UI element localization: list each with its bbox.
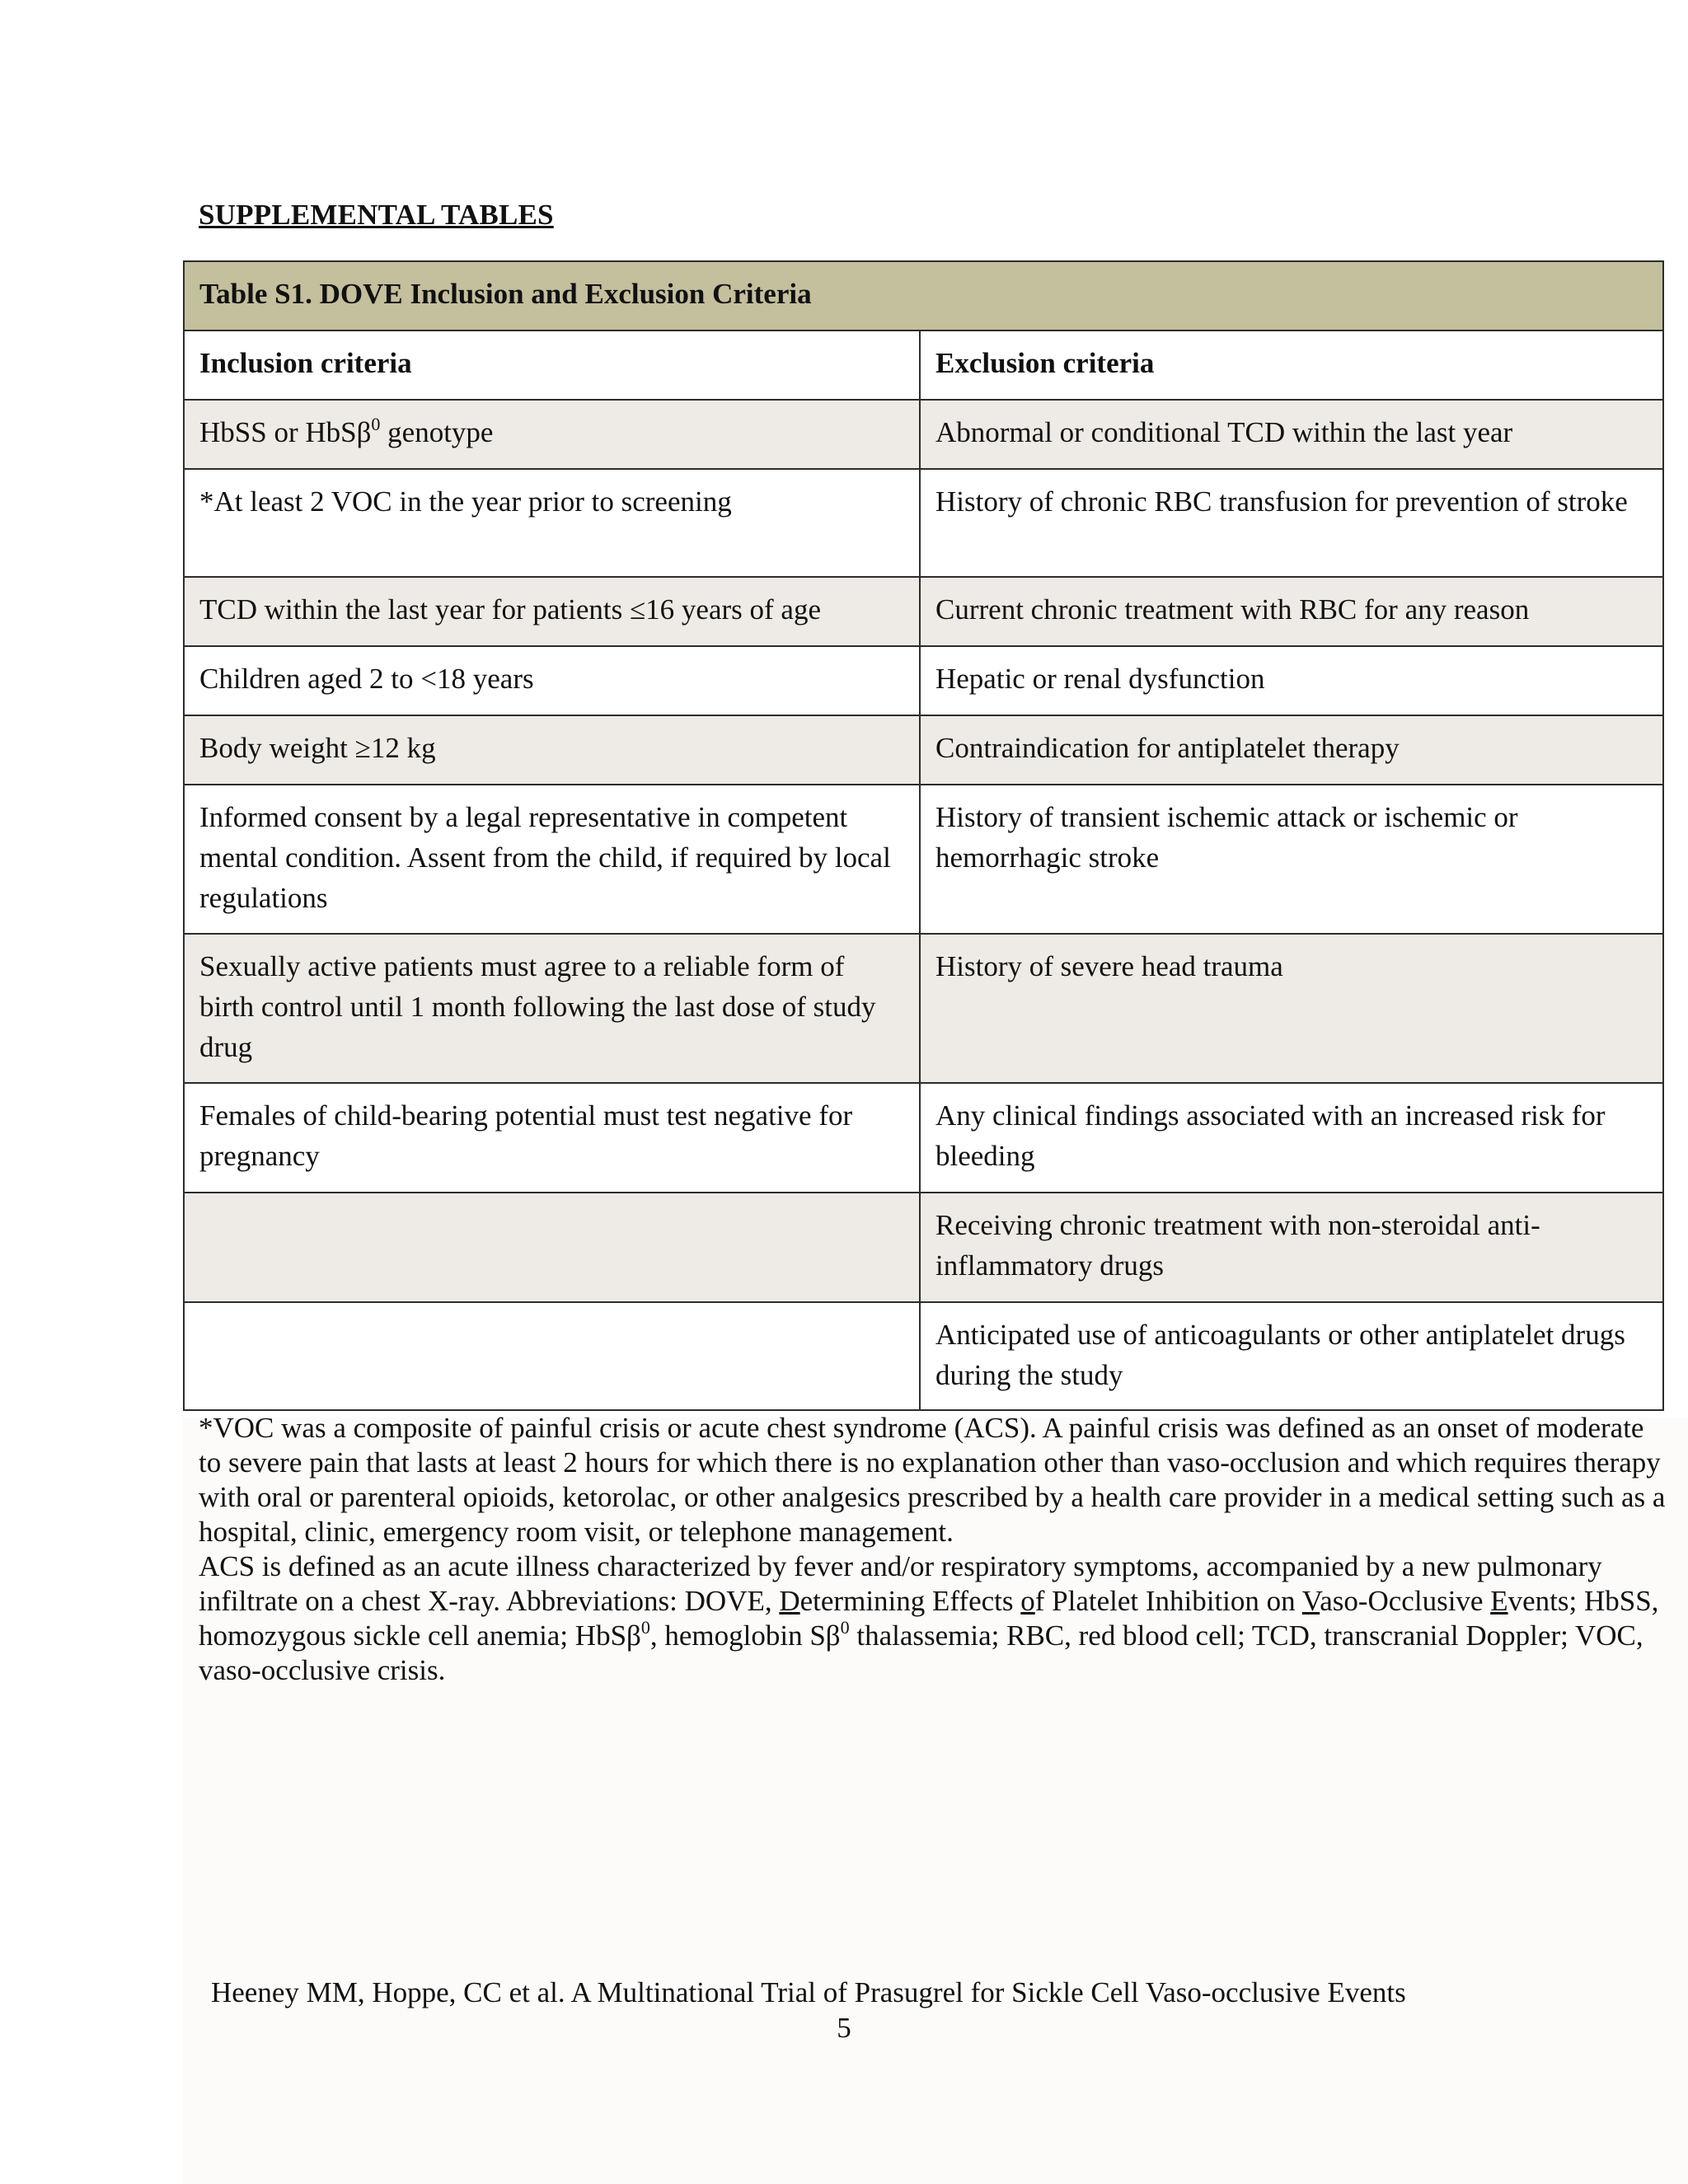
abbreviation-text: thalassemia; RBC, red blood cell; TCD, transcranial Doppler; VOC, vaso-occlusive crisis.: [199, 1619, 1643, 1686]
table-row: [184, 715, 1663, 785]
inclusion-cell: Informed consent by a legal representative in competent mental condition. Assent from the child, if required by local regulations: [184, 785, 920, 934]
exclusion-cell: History of chronic RBC transfusion for prevention of stroke: [920, 469, 1663, 577]
inclusion-cell: Children aged 2 to <18 years: [184, 646, 920, 715]
abbreviation-text: vents; HbSS, homozygous sickle cell anemia; HbSβ: [199, 1585, 1659, 1652]
abbreviations-label: Abbreviations: DOVE,: [500, 1585, 780, 1617]
superscript: 0: [840, 1617, 850, 1638]
table-row: [184, 934, 1663, 1083]
abbreviation-text: f Platelet Inhibition on: [1034, 1585, 1302, 1617]
inclusion-cell: [184, 400, 920, 469]
inclusion-cell: Body weight ≥12 kg: [184, 715, 920, 785]
table-header-row: [184, 330, 1663, 400]
inclusion-cell: TCD within the last year for patients ≤16 years of age: [184, 577, 920, 646]
abbreviation-text: aso-Occlusive: [1320, 1585, 1491, 1617]
voc-definition: *VOC was a composite of painful crisis or acute chest syndrome (ACS). A painful crisis was defined as an onset of moderate to severe pain that lasts at least 2 hours for which there is no explanation other than vaso-occlusion and which requires therapy with oral or parenteral opioids, ketorolac, or other analgesics prescribed by a health care provider in a medical setting such as a hospital, clinic, emergency room visit, or telephone management.: [199, 1412, 1666, 1548]
table-row: [184, 1083, 1663, 1193]
exclusion-cell: History of transient ischemic attack or ischemic or hemorrhagic stroke: [920, 785, 1663, 934]
inclusion-cell: [184, 1302, 920, 1410]
table-footnote: [199, 1411, 1666, 1688]
abbreviation-text: etermining Effects: [799, 1585, 1021, 1617]
inclusion-text: HbSS or HbSβ: [199, 416, 372, 448]
table-caption-row: [184, 261, 1663, 330]
table-caption: Table S1. DOVE Inclusion and Exclusion Criteria: [184, 261, 1663, 330]
acs-definition: ACS is defined as an acute illness characterized by fever and/or respiratory symptoms, accompanied by a new pulmonary infiltrate on a chest X-ray.: [199, 1550, 1602, 1617]
exclusion-cell: Abnormal or conditional TCD within the last year: [920, 400, 1663, 469]
column-header-inclusion: Inclusion criteria: [184, 330, 920, 400]
exclusion-cell: Anticipated use of anticoagulants or other antiplatelet drugs during the study: [920, 1302, 1663, 1410]
acs-definition-and-abbreviations: [199, 1549, 1666, 1688]
table-row: [184, 1193, 1663, 1302]
inclusion-cell: Females of child-bearing potential must test negative for pregnancy: [184, 1083, 920, 1193]
criteria-table: [183, 260, 1664, 1411]
table-row: [184, 577, 1663, 646]
exclusion-cell: Any clinical findings associated with an increased risk for bleeding: [920, 1083, 1663, 1193]
underlined-letter: o: [1020, 1585, 1035, 1617]
inclusion-text: genotype: [380, 416, 494, 448]
table-row: [184, 400, 1663, 469]
underlined-letter: V: [1301, 1585, 1320, 1617]
underlined-letter: D: [779, 1585, 800, 1617]
column-header-exclusion: Exclusion criteria: [920, 330, 1663, 400]
exclusion-cell: Current chronic treatment with RBC for any reason: [920, 577, 1663, 646]
table-row: [184, 469, 1663, 577]
exclusion-cell: Receiving chronic treatment with non-steroidal anti-inflammatory drugs: [920, 1193, 1663, 1302]
table-row: [184, 1302, 1663, 1410]
citation-footer: Heeney MM, Hoppe, CC et al. A Multinational Trial of Prasugrel for Sickle Cell Vaso-occlusive Events: [211, 1976, 1406, 2008]
inclusion-cell: [184, 1193, 920, 1302]
exclusion-cell: Contraindication for antiplatelet therapy: [920, 715, 1663, 785]
inclusion-cell: *At least 2 VOC in the year prior to screening: [184, 469, 920, 577]
page-heading: SUPPLEMENTAL TABLES: [199, 199, 554, 231]
table-row: [184, 785, 1663, 934]
exclusion-cell: Hepatic or renal dysfunction: [920, 646, 1663, 715]
superscript: 0: [371, 414, 381, 434]
exclusion-cell: History of severe head trauma: [920, 934, 1663, 1083]
inclusion-cell: Sexually active patients must agree to a reliable form of birth control until 1 month following the last dose of study drug: [184, 934, 920, 1083]
page-number: 5: [837, 2012, 851, 2044]
underlined-letter: E: [1490, 1585, 1508, 1617]
table-row: [184, 646, 1663, 715]
abbreviation-text: , hemoglobin Sβ: [649, 1619, 841, 1652]
superscript: 0: [640, 1617, 650, 1638]
